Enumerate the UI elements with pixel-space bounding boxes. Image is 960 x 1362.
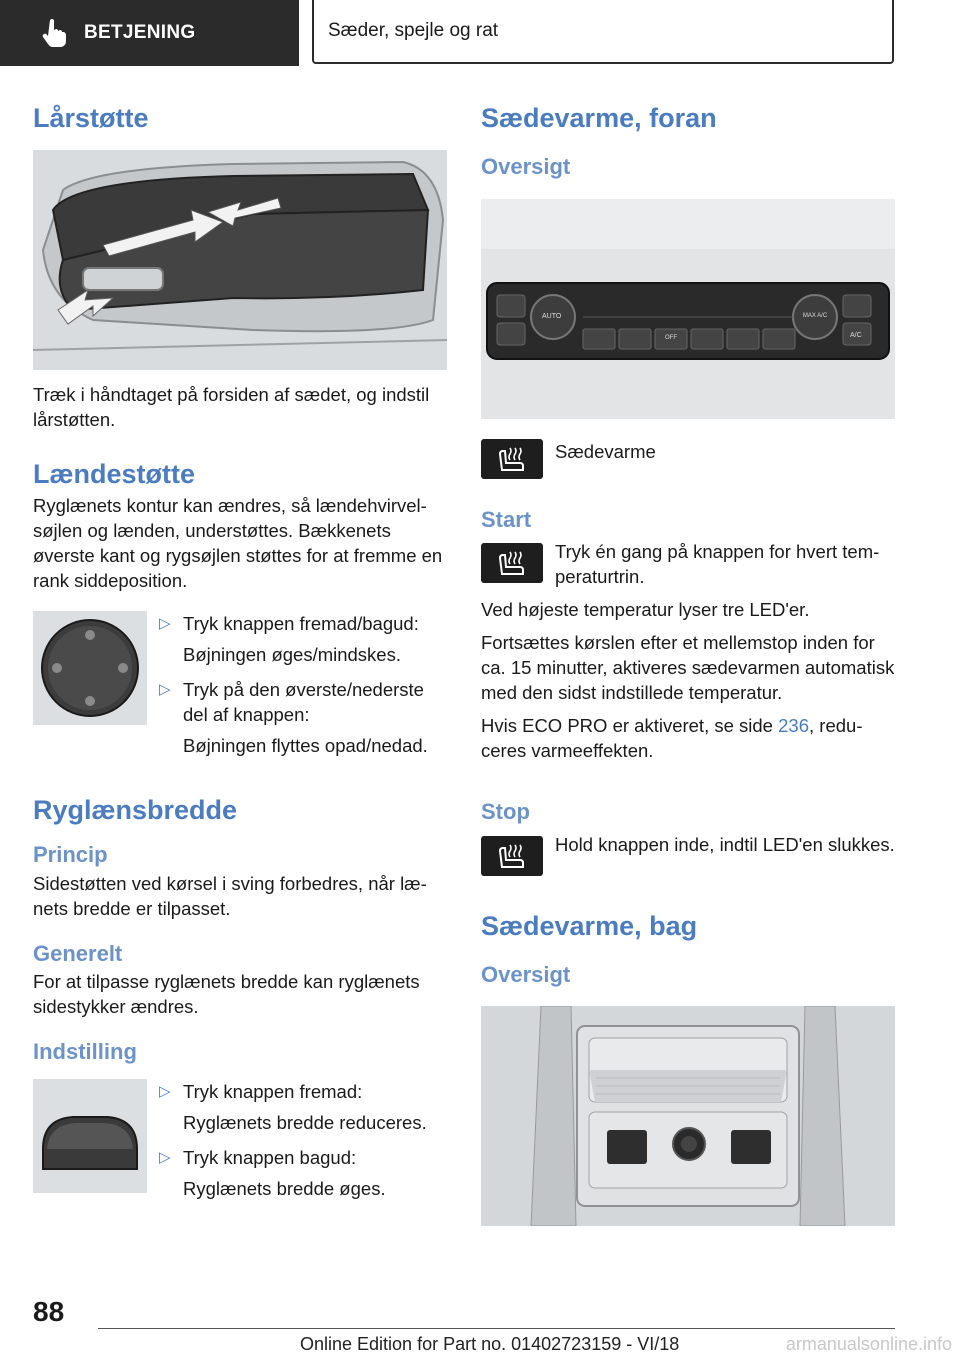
page-number: 88 [33, 1296, 65, 1327]
triangle-bullet-icon: ▷ [159, 1149, 171, 1167]
rear-seat-heating-photo [481, 1006, 895, 1226]
chapter-title: Sæder, spejle og rat [328, 20, 499, 41]
generelt-text: For at tilpasse ryglænets bredde kan ryglænets sidestykker ændres. [33, 970, 420, 1017]
lumbar-bullet-1: ▷ Tryk knappen fremad/bagud: [159, 612, 419, 634]
lumbar-bullet-2: ▷ Tryk på den øverste/nederste del af knappen: [159, 678, 424, 725]
start-para-1: Ved højeste temperatur lyser tre LED'er. [481, 599, 810, 621]
stop-row [481, 832, 895, 876]
panel-label-ac: A/C [850, 331, 862, 339]
heading-saedevarme-bag: Sædevarme, bag [481, 910, 698, 941]
seat-heating-icon [481, 543, 543, 583]
princip-text: Sidestøtten ved kørsel i sving forbedres, når lænets bredde er tilpasset. [33, 872, 427, 919]
width-bullet-2-result: Ryglænets bredde øges. [183, 1178, 386, 1200]
width-bullet-1-result: Ryglænets bredde reduceres. [183, 1112, 427, 1134]
heading-generelt: Generelt [33, 940, 123, 966]
start-para-3: Hvis ECO PRO er aktiveret, se side 236, reduceres varmeeffekten. [481, 715, 863, 762]
width-button-photo [33, 1079, 147, 1193]
heading-princip: Princip [33, 842, 108, 868]
heading-ryglaensbredde: Ryglænsbredde [33, 794, 238, 825]
triangle-bullet-icon: ▷ [159, 680, 171, 698]
stop-text: Hold knappen inde, indtil LED'en slukkes. [555, 833, 895, 855]
right-column [481, 92, 895, 1226]
page-header [0, 0, 960, 66]
heading-oversigt-bag: Oversigt [481, 961, 571, 987]
width-bullet-1: ▷ Tryk knappen fremad: [159, 1081, 363, 1103]
thigh-support-photo [33, 150, 447, 370]
footer-edition: Online Edition for Part no. 01402723159 - VI/18 [300, 1334, 680, 1354]
lumbar-button-photo [33, 611, 147, 725]
heading-saedevarme-foran: Sædevarme, foran [481, 103, 717, 133]
climate-panel-photo [481, 199, 895, 419]
heading-stop: Stop [481, 799, 530, 825]
heading-indstilling: Indstilling [33, 1038, 137, 1064]
seat-heating-icon [481, 836, 543, 876]
footer-divider [98, 1328, 895, 1329]
laarstotte-text: Træk i håndtaget på forsiden af sædet, og indstil lårstøtten. [33, 384, 430, 431]
start-text: Tryk én gang på knappen for hvert temperaturtrin. [555, 541, 880, 588]
start-para-2: Fortsættes kørslen efter et mellemstop inden for ca. 15 minutter, aktiveres sædevarmen automatisk med den sidst indstillede temperatur. [481, 632, 895, 704]
start-row [481, 539, 895, 589]
section-label: BETJENING [84, 22, 196, 43]
chapter-title-box [312, 0, 894, 64]
lumbar-bullet-2-result: Bøjningen flyttes opad/nedad. [183, 734, 428, 756]
section-tab [0, 0, 299, 66]
seat-heating-legend [481, 439, 895, 479]
watermark: armanualsonline.info [785, 1334, 952, 1354]
page-ref-link[interactable]: 236 [778, 715, 809, 737]
heading-laendestotte: Lændestøtte [33, 459, 195, 490]
panel-label-off: OFF [665, 334, 677, 341]
seat-heating-caption: Sædevarme [555, 440, 656, 462]
seat-heating-icon [481, 439, 543, 479]
panel-label-max-ac: MAX A/C [802, 312, 828, 319]
left-column [33, 92, 447, 1211]
panel-label-auto: AUTO [542, 312, 562, 320]
hand-pointer-icon [36, 15, 72, 51]
heading-start: Start [481, 506, 532, 532]
width-bullet-2: ▷ Tryk knappen bagud: [159, 1147, 357, 1169]
lumbar-bullet-1-result: Bøjningen øges/mindskes. [183, 643, 401, 665]
heading-oversigt-foran: Oversigt [481, 154, 571, 180]
triangle-bullet-icon: ▷ [159, 614, 171, 632]
triangle-bullet-icon: ▷ [159, 1083, 171, 1101]
heading-laarstotte: Lårstøtte [33, 103, 149, 133]
laendestotte-text: Ryglænets kontur kan ændres, så lændehvirvelsøjlen og lænden, understøttes. Bækkenets øverste kant og rygsøjlen støttes for at fremme en rank siddeposition. [33, 494, 443, 591]
